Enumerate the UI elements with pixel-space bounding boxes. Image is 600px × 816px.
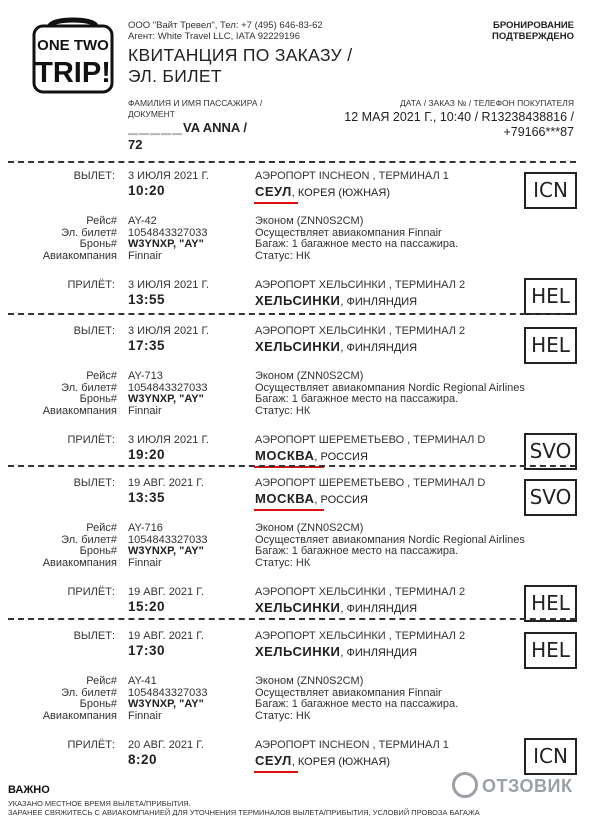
baggage-allowance: Багаж: 1 багажное место на пассажира. — [255, 698, 459, 710]
booking-code: W3YNXP, "AY" — [128, 545, 204, 557]
departure-city-name: ХЕЛЬСИНКИ — [255, 644, 341, 659]
label-flight: Рейс# — [86, 675, 117, 687]
label-booking: Бронь# — [79, 393, 117, 405]
arrival-country: , ФИНЛЯНДИЯ — [340, 296, 418, 308]
operated-by: Осуществляет авиакомпания Finnair — [255, 226, 442, 239]
segment-separator — [8, 313, 576, 315]
departure-airport-code: HEL — [524, 632, 577, 669]
flight-service-info — [255, 371, 525, 417]
flight-details-values — [128, 523, 208, 569]
arrival-date: 20 АВГ. 2021 Г. — [128, 739, 204, 751]
operated-by: Осуществляет авиакомпания Finnair — [255, 686, 442, 699]
important-notes — [8, 799, 480, 816]
operated-by: Осуществляет авиакомпания Nordic Regional Airlines — [255, 381, 525, 394]
departure-airport: АЭРОПОРТ INCHEON , ТЕРМИНАЛ 1 — [255, 170, 449, 182]
flight-service-info — [255, 676, 458, 722]
booking-status-code: Статус: НК — [255, 556, 311, 569]
flight-details-labels — [0, 371, 117, 417]
departure-city — [255, 644, 417, 661]
segment-separator — [8, 465, 576, 467]
arrival-city — [255, 600, 417, 617]
ticket-number: 1054843327033 — [128, 686, 208, 699]
booking-status-code: Статус: НК — [255, 709, 311, 722]
status-line1: БРОНИРОВАНИЕ — [493, 20, 574, 31]
fare-class: Эконом (ZNN0S2CM) — [255, 675, 364, 687]
arrival-airport: АЭРОПОРТ ХЕЛЬСИНКИ , ТЕРМИНАЛ 2 — [255, 279, 466, 291]
arrival-city-name: СЕУЛ — [255, 753, 292, 768]
otzovik-watermark — [452, 774, 572, 800]
arrival-time: 13:55 — [128, 292, 166, 307]
arrival-airport-code: SVO — [524, 433, 577, 470]
title-line2: ЭЛ. БИЛЕТ — [128, 66, 222, 86]
departure-label: ВЫЛЕТ: — [73, 630, 115, 642]
arrival-label: ПРИЛЁТ: — [67, 739, 115, 751]
agency-info — [128, 20, 323, 42]
arrival-airport: АЭРОПОРТ ШЕРЕМЕТЬЕВО , ТЕРМИНАЛ D — [255, 434, 486, 446]
arrival-label: ПРИЛЁТ: — [67, 586, 115, 598]
label-booking: Бронь# — [79, 238, 117, 250]
arrival-airport: АЭРОПОРТ INCHEON , ТЕРМИНАЛ 1 — [255, 739, 449, 751]
order-label: ДАТА / ЗАКАЗ № / ТЕЛЕФОН ПОКУПАТЕЛЯ — [400, 98, 574, 108]
arrival-city-name: МОСКВА — [255, 448, 315, 463]
flight-number: AY-42 — [128, 215, 157, 227]
arrival-label: ПРИЛЁТ: — [67, 434, 115, 446]
departure-city-name: СЕУЛ — [255, 184, 292, 199]
passenger-label-line1: ФАМИЛИЯ И ИМЯ ПАССАЖИРА / — [128, 98, 263, 108]
arrival-time: 19:20 — [128, 447, 166, 462]
arrival-city-underline — [254, 771, 298, 773]
label-ticket: Эл. билет# — [61, 226, 117, 239]
booking-status-code: Статус: НК — [255, 249, 311, 262]
departure-date: 3 ИЮЛЯ 2021 Г. — [128, 170, 210, 182]
fare-class: Эконом (ZNN0S2CM) — [255, 215, 364, 227]
agency-phone: ООО "Вайт Тревел", Тел: +7 (495) 646-83-62 — [128, 20, 323, 31]
label-flight: Рейс# — [86, 215, 117, 227]
airline-name: Finnair — [128, 249, 162, 262]
departure-city — [255, 491, 368, 508]
arrival-label: ПРИЛЁТ: — [67, 279, 115, 291]
label-flight: Рейс# — [86, 370, 117, 382]
departure-city-underline — [254, 509, 324, 511]
flight-number: AY-41 — [128, 675, 157, 687]
flight-details-values — [128, 371, 208, 417]
departure-airport-code: SVO — [524, 479, 577, 516]
departure-airport-code: ICN — [524, 172, 577, 209]
fare-class: Эконом (ZNN0S2CM) — [255, 370, 364, 382]
departure-city-name: ХЕЛЬСИНКИ — [255, 339, 341, 354]
departure-date: 19 АВГ. 2021 Г. — [128, 630, 204, 642]
flight-service-info — [255, 216, 458, 262]
label-airline: Авиакомпания — [42, 404, 117, 417]
baggage-allowance: Багаж: 1 багажное место на пассажира. — [255, 393, 459, 405]
airline-name: Finnair — [128, 709, 162, 722]
label-ticket: Эл. билет# — [61, 533, 117, 546]
departure-country: , ФИНЛЯНДИЯ — [340, 647, 418, 659]
departure-date: 19 АВГ. 2021 Г. — [128, 477, 204, 489]
arrival-date: 3 ИЮЛЯ 2021 Г. — [128, 434, 210, 446]
arrival-country: , РОССИЯ — [314, 451, 368, 463]
arrival-time: 15:20 — [128, 599, 166, 614]
departure-country: , КОРЕЯ (ЮЖНАЯ) — [291, 187, 390, 199]
arrival-airport-code: HEL — [524, 278, 577, 315]
departure-time: 17:35 — [128, 338, 166, 353]
ticket-number: 1054843327033 — [128, 533, 208, 546]
logo-line2: TRIP! — [35, 57, 111, 89]
booking-code-row — [128, 239, 208, 251]
departure-time: 10:20 — [128, 183, 166, 198]
label-airline: Авиакомпания — [42, 709, 117, 722]
arrival-country: , ФИНЛЯНДИЯ — [340, 603, 418, 615]
departure-airport: АЭРОПОРТ ШЕРЕМЕТЬЕВО , ТЕРМИНАЛ D — [255, 477, 486, 489]
airline-name: Finnair — [128, 404, 162, 417]
flight-details-labels — [0, 523, 117, 569]
watermark-circle-icon — [452, 772, 478, 798]
passenger-label-line2: ДОКУМЕНТ — [128, 109, 175, 119]
arrival-date: 3 ИЮЛЯ 2021 Г. — [128, 279, 210, 291]
booking-code-row — [128, 699, 208, 711]
flight-details-values — [128, 676, 208, 722]
arrival-city-name: ХЕЛЬСИНКИ — [255, 293, 341, 308]
label-booking: Бронь# — [79, 698, 117, 710]
label-airline: Авиакомпания — [42, 249, 117, 262]
departure-city-underline — [254, 202, 298, 204]
arrival-city — [255, 293, 417, 310]
airline-name: Finnair — [128, 556, 162, 569]
departure-airport: АЭРОПОРТ ХЕЛЬСИНКИ , ТЕРМИНАЛ 2 — [255, 630, 466, 642]
flight-number: AY-713 — [128, 370, 163, 382]
ticket-number: 1054843327033 — [128, 381, 208, 394]
arrival-date: 19 АВГ. 2021 Г. — [128, 586, 204, 598]
flight-details-labels — [0, 216, 117, 262]
arrival-time: 8:20 — [128, 752, 158, 767]
arrival-country: , КОРЕЯ (ЮЖНАЯ) — [291, 756, 390, 768]
baggage-allowance: Багаж: 1 багажное место на пассажира. — [255, 545, 459, 557]
booking-status — [492, 20, 574, 42]
page-title — [128, 45, 352, 87]
departure-city-name: МОСКВА — [255, 491, 315, 506]
label-flight: Рейс# — [86, 522, 117, 534]
booking-code: W3YNXP, "AY" — [128, 698, 204, 710]
departure-airport-code: HEL — [524, 327, 577, 364]
important-heading: ВАЖНО — [8, 784, 50, 796]
label-ticket: Эл. билет# — [61, 686, 117, 699]
booking-status-code: Статус: НК — [255, 404, 311, 417]
departure-date: 3 ИЮЛЯ 2021 Г. — [128, 325, 210, 337]
flight-details-labels — [0, 676, 117, 722]
passenger-name — [128, 120, 247, 136]
segment-separator — [8, 618, 576, 620]
booking-code-row — [128, 546, 208, 558]
departure-country: , РОССИЯ — [314, 494, 368, 506]
booking-code: W3YNXP, "AY" — [128, 238, 204, 250]
arrival-city — [255, 753, 390, 770]
flight-number: AY-716 — [128, 522, 163, 534]
logo-line1: ONE TWO — [37, 37, 109, 54]
departure-time: 17:30 — [128, 643, 166, 658]
baggage-allowance: Багаж: 1 багажное место на пассажира. — [255, 238, 459, 250]
status-line2: ПОДТВЕРЖДЕНО — [491, 31, 574, 42]
segment-separator — [8, 161, 576, 163]
order-phone: +79166***87 — [503, 125, 574, 139]
departure-city — [255, 184, 390, 201]
label-booking: Бронь# — [79, 545, 117, 557]
booking-code: W3YNXP, "AY" — [128, 393, 204, 405]
departure-label: ВЫЛЕТ: — [73, 325, 115, 337]
agency-iata: Агент: White Travel LLC, IATA 92229196 — [128, 31, 300, 42]
flight-details-values — [128, 216, 208, 262]
note-terminals: ЗАРАНЕЕ СВЯЖИТЕСЬ С АВИАКОМПАНИЕЙ ДЛЯ УТОЧНЕНИЯ ТЕРМИНАЛОВ ВЫЛЕТА/ПРИБЫТИЯ, УСЛОВИЙ ПРОВОЗА БАГАЖА — [8, 808, 480, 816]
operated-by: Осуществляет авиакомпания Nordic Regional Airlines — [255, 533, 525, 546]
arrival-city — [255, 448, 368, 465]
booking-code-row — [128, 394, 208, 406]
departure-label: ВЫЛЕТ: — [73, 170, 115, 182]
arrival-airport-code: HEL — [524, 585, 577, 622]
departure-time: 13:35 — [128, 490, 166, 505]
title-line1: КВИТАНЦИЯ ПО ЗАКАЗУ / — [128, 45, 353, 65]
order-date-number: 12 МАЯ 2021 Г., 10:40 / R13238438816 / — [344, 110, 574, 124]
label-airline: Авиакомпания — [42, 556, 117, 569]
watermark-text: ОТЗОВИК — [482, 775, 573, 796]
passenger-label — [128, 98, 262, 120]
passenger-name-text: VA ANNA / — [183, 120, 248, 135]
fare-class: Эконом (ZNN0S2CM) — [255, 522, 364, 534]
order-info — [344, 110, 574, 140]
departure-label: ВЫЛЕТ: — [73, 477, 115, 489]
arrival-airport-code: ICN — [524, 738, 577, 775]
departure-airport: АЭРОПОРТ ХЕЛЬСИНКИ , ТЕРМИНАЛ 2 — [255, 325, 466, 337]
label-ticket: Эл. билет# — [61, 381, 117, 394]
onetwotrip-logo — [32, 12, 114, 94]
arrival-airport: АЭРОПОРТ ХЕЛЬСИНКИ , ТЕРМИНАЛ 2 — [255, 586, 466, 598]
flight-service-info — [255, 523, 525, 569]
departure-country: , ФИНЛЯНДИЯ — [340, 342, 418, 354]
departure-city — [255, 339, 417, 356]
arrival-city-name: ХЕЛЬСИНКИ — [255, 600, 341, 615]
ticket-number: 1054843327033 — [128, 226, 208, 239]
note-local-time: УКАЗАНО МЕСТНОЕ ВРЕМЯ ВЫЛЕТА/ПРИБЫТИЯ. — [8, 799, 191, 808]
passenger-name-mask: ▁▁▁▁▁ — [128, 120, 183, 135]
passenger-document: 72 — [128, 137, 143, 152]
